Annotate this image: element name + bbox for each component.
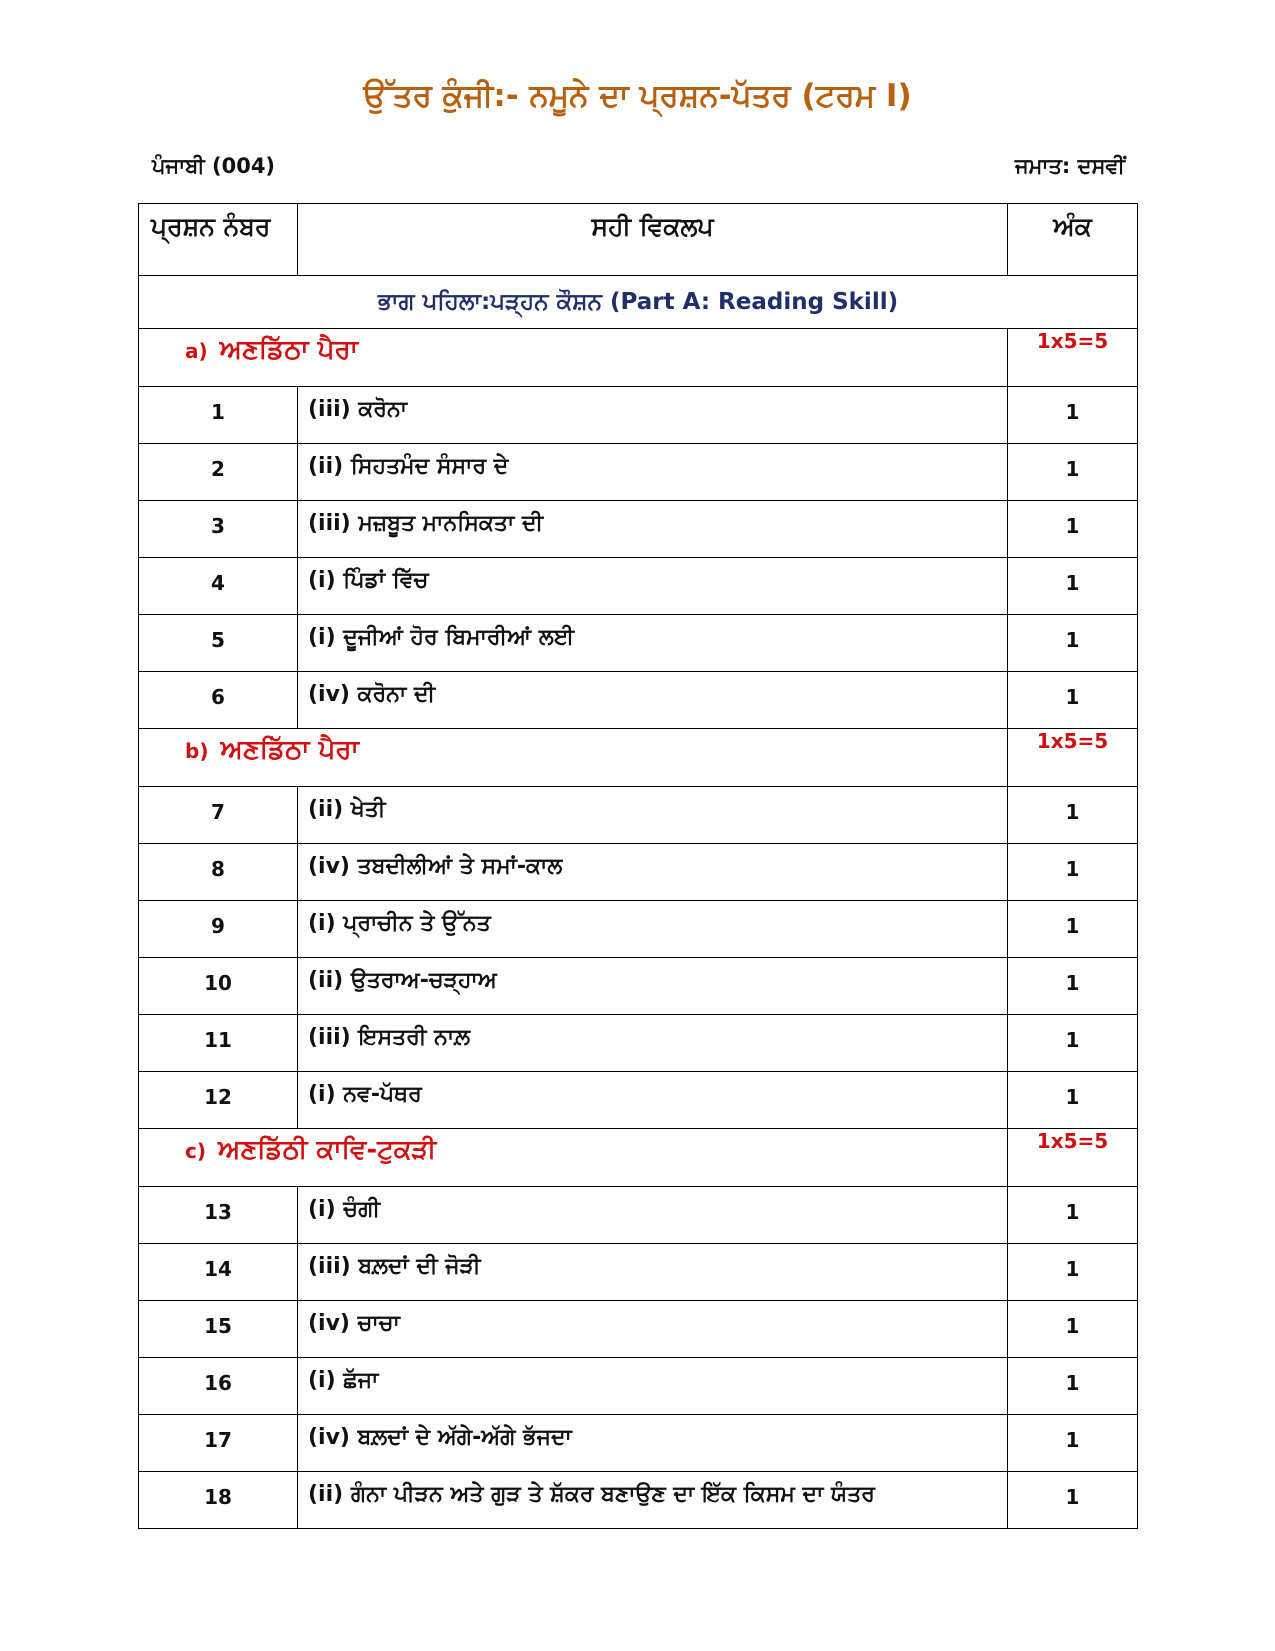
answer-text: (iv) ਬਲ਼ਦਾਂ ਦੇ ਅੱਗੇ-ਅੱਗੇ ਭੱਜਦਾ [298,1415,1008,1472]
section-heading-wrap [139,329,1007,366]
class-label: ਜਮਾਤ: ਦਸਵੀਂ [1014,154,1125,178]
table-row [139,1415,1138,1472]
answer-text: (iv) ਚਾਚਾ [298,1301,1008,1358]
table-row [139,615,1138,672]
answer-text: (i) ਦੂਜੀਆਂ ਹੋਰ ਬਿਮਾਰੀਆਂ ਲਈ [298,615,1008,672]
table-row [139,1244,1138,1301]
answer-text: (i) ਪ੍ਰਾਚੀਨ ਤੇ ਉੱਨਤ [298,901,1008,958]
question-number: 17 [139,1415,298,1472]
section-heading [139,729,1008,787]
section-row [139,729,1138,787]
answer-marks: 1 [1008,615,1138,672]
section-row [139,1129,1138,1187]
table-row [139,1472,1138,1529]
table-row [139,958,1138,1015]
answer-marks: 1 [1008,1072,1138,1129]
section-marks: 1x5=5 [1008,1129,1138,1187]
question-number: 6 [139,672,298,729]
question-number: 9 [139,901,298,958]
question-number: 14 [139,1244,298,1301]
answer-marks: 1 [1008,787,1138,844]
section-marks: 1x5=5 [1008,729,1138,787]
section-letter: a) [185,339,208,363]
question-number: 4 [139,558,298,615]
answer-marks: 1 [1008,1301,1138,1358]
answer-text: (i) ਚੰਗੀ [298,1187,1008,1244]
answer-marks: 1 [1008,558,1138,615]
table-row [139,501,1138,558]
answer-marks: 1 [1008,1358,1138,1415]
answer-marks: 1 [1008,844,1138,901]
table-row [139,387,1138,444]
answer-marks: 1 [1008,1244,1138,1301]
answer-marks: 1 [1008,901,1138,958]
section-marks: 1x5=5 [1008,329,1138,387]
document-title: ਉੱਤਰ ਕੁੰਜੀ:- ਨਮੂਨੇ ਦਾ ਪ੍ਰਸ਼ਨ-ਪੱਤਰ (ਟਰਮ I) [363,78,912,114]
table-header-row [139,204,1138,276]
question-number: 11 [139,1015,298,1072]
answer-marks: 1 [1008,1187,1138,1244]
question-number: 13 [139,1187,298,1244]
question-number: 18 [139,1472,298,1529]
question-number: 3 [139,501,298,558]
answer-text: (ii) ਗੰਨਾ ਪੀੜਨ ਅਤੇ ਗੁੜ ਤੇ ਸ਼ੱਕਰ ਬਣਾਉਣ ਦਾ ਇੱਕ ਕਿਸਮ ਦਾ ਯੰਤਰ [298,1472,1008,1529]
answer-text: (i) ਪਿੰਡਾਂ ਵਿੱਚ [298,558,1008,615]
section-heading-wrap [139,729,1007,766]
answer-text: (iii) ਮਜ਼ਬੂਤ ਮਾਨਸਿਕਤਾ ਦੀ [298,501,1008,558]
header-correct-option: ਸਹੀ ਵਿਕਲਪ [298,204,1008,276]
answer-text: (ii) ਖੇਤੀ [298,787,1008,844]
answer-text: (iv) ਕਰੋਨਾ ਦੀ [298,672,1008,729]
answer-marks: 1 [1008,1415,1138,1472]
answer-text: (iii) ਕਰੋਨਾ [298,387,1008,444]
table-row [139,1358,1138,1415]
table-row [139,558,1138,615]
answer-marks: 1 [1008,1015,1138,1072]
answer-text: (ii) ਉਤਰਾਅ-ਚੜ੍ਹਾਅ [298,958,1008,1015]
section-title: ਅਣਡਿੱਠਾ ਪੈਰਾ [220,735,359,765]
answer-marks: 1 [1008,444,1138,501]
answer-text: (i) ਨਵ-ਪੱਥਰ [298,1072,1008,1129]
table-row [139,444,1138,501]
section-heading-wrap [139,1129,1007,1166]
table-row [139,844,1138,901]
answer-marks: 1 [1008,958,1138,1015]
answer-key-table [138,203,1138,1529]
table-row [139,901,1138,958]
table-row [139,672,1138,729]
table-row [139,1301,1138,1358]
subject-label: ਪੰਜਾਬੀ (004) [152,154,276,178]
answer-text: (iii) ਇਸਤਰੀ ਨਾਲ਼ [298,1015,1008,1072]
section-heading [139,1129,1008,1187]
question-number: 7 [139,787,298,844]
section-heading [139,329,1008,387]
answer-text: (iv) ਤਬਦੀਲੀਆਂ ਤੇ ਸਮਾਂ-ਕਾਲ [298,844,1008,901]
answer-marks: 1 [1008,672,1138,729]
question-number: 15 [139,1301,298,1358]
answer-text: (iii) ਬਲ਼ਦਾਂ ਦੀ ਜੋੜੀ [298,1244,1008,1301]
question-number: 2 [139,444,298,501]
table-row [139,1072,1138,1129]
section-title: ਅਣਡਿੱਠਾ ਪੈਰਾ [219,335,359,365]
answer-text: (i) ਛੱਜਾ [298,1358,1008,1415]
answer-text: (ii) ਸਿਹਤਮੰਦ ਸੰਸਾਰ ਦੇ [298,444,1008,501]
answer-marks: 1 [1008,501,1138,558]
table-body [139,276,1138,1529]
question-number: 5 [139,615,298,672]
question-number: 1 [139,387,298,444]
part-heading: ਭਾਗ ਪਹਿਲਾ:ਪੜ੍ਹਨ ਕੌਸ਼ਨ (Part A: Reading Skill) [139,276,1138,329]
header-question-number: ਪ੍ਰਸ਼ਨ ਨੰਬਰ [139,204,298,276]
answer-marks: 1 [1008,387,1138,444]
question-number: 16 [139,1358,298,1415]
header-marks: ਅੰਕ [1008,204,1138,276]
section-title: ਅਣਡਿੱਠੀ ਕਾਵਿ-ਟੁਕੜੀ [218,1135,437,1165]
question-number: 12 [139,1072,298,1129]
table-row [139,1187,1138,1244]
section-letter: c) [185,1139,206,1163]
section-row [139,329,1138,387]
question-number: 8 [139,844,298,901]
part-heading-row [139,276,1138,329]
answer-marks: 1 [1008,1472,1138,1529]
table-row [139,787,1138,844]
section-letter: b) [185,739,209,763]
question-number: 10 [139,958,298,1015]
table-row [139,1015,1138,1072]
